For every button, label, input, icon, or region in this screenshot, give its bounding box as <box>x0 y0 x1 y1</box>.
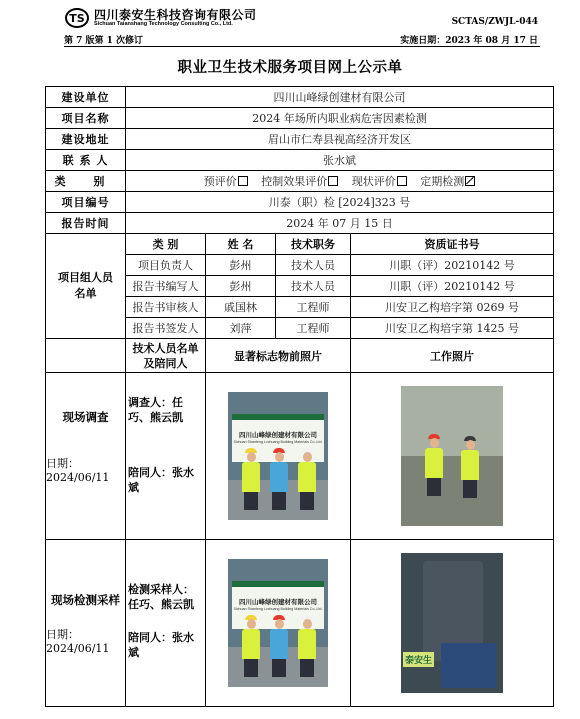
work-photo <box>401 386 503 526</box>
label-address: 建设地址 <box>46 129 126 150</box>
svg-text:TS: TS <box>69 12 85 25</box>
team-group-label: 项目组人员名单 <box>46 234 126 339</box>
label-project: 项目名称 <box>46 108 126 129</box>
team-title: 工程师 <box>276 318 351 339</box>
team-title: 技术人员 <box>276 255 351 276</box>
date-label: 日期： <box>46 628 79 641</box>
person-figure <box>423 434 445 496</box>
staff-names: 检测采样人：任巧、熊云凯 <box>128 583 194 611</box>
team-header-name: 姓 名 <box>206 234 276 255</box>
team-name: 彭州 <box>206 255 276 276</box>
value-address: 眉山市仁寿县视高经济开发区 <box>126 129 554 150</box>
company-name-cn: 四川泰安生科技咨询有限公司 <box>94 8 257 22</box>
team-cert: 川职（评）20210142 号 <box>351 255 554 276</box>
disclosure-table <box>45 86 554 707</box>
row-address <box>46 129 554 150</box>
checkbox-icon <box>397 176 407 186</box>
person-figure <box>240 448 262 510</box>
team-header-title: 技术职务 <box>276 234 351 255</box>
company-badge: 泰安生 <box>403 652 434 667</box>
document-header <box>0 0 580 50</box>
label-code: 项目编号 <box>46 192 126 213</box>
work-photo <box>401 553 503 693</box>
document-code: SCTAS/ZWJL-044 <box>451 17 538 27</box>
company-name-en: Sichuan Taianshang Technology Consulting Co., Ltd. <box>94 21 233 27</box>
row-report <box>46 213 554 234</box>
team-name: 戚国林 <box>206 297 276 318</box>
team-header-role: 类 别 <box>126 234 206 255</box>
value-code: 川泰（职）检 [2024]323 号 <box>126 192 554 213</box>
person-figure <box>296 615 318 677</box>
label-type: 类 别 <box>46 171 126 192</box>
person-figure <box>459 436 481 498</box>
staff-names: 调查人：任巧、熊云凯 <box>128 396 183 424</box>
person-figure <box>296 448 318 510</box>
value-contact: 张水斌 <box>126 150 554 171</box>
escort-names: 陪同人：张水斌 <box>128 631 194 659</box>
type-option-pre: 预评价 <box>204 175 248 188</box>
implementation-date: 实施日期：2023 年 08 月 17 日 <box>400 36 538 46</box>
row-code <box>46 192 554 213</box>
value-project: 2024 年场所内职业病危害因素检测 <box>126 108 554 129</box>
person-figure <box>268 448 290 510</box>
label-contact: 联 系 人 <box>46 150 126 171</box>
row-unit <box>46 87 554 108</box>
date-value: 2024/06/11 <box>46 642 110 655</box>
team-role: 报告书编写人 <box>126 276 206 297</box>
company-signboard: 四川山峰绿创建材有限公司 Sichuan Shanfeng Lvchuang Building Materials Co.,Ltd. <box>232 414 324 462</box>
photo-header-row <box>46 339 554 373</box>
label-report: 报告时间 <box>46 213 126 234</box>
type-option-status: 现状评价 <box>352 175 407 188</box>
team-name: 彭州 <box>206 276 276 297</box>
equipment <box>441 643 496 688</box>
person-figure <box>268 615 290 677</box>
team-cert: 川职（评）20210142 号 <box>351 276 554 297</box>
section-title: 现场调查 <box>62 410 109 424</box>
company-logo-icon <box>64 4 90 30</box>
photo-header-work: 工作照片 <box>351 339 554 373</box>
person-figure <box>240 615 262 677</box>
team-role: 报告书签发人 <box>126 318 206 339</box>
photo-header-sign: 显著标志物前照片 <box>206 339 351 373</box>
type-option-periodic: 定期检测 <box>420 175 475 188</box>
team-name: 刘萍 <box>206 318 276 339</box>
team-title: 工程师 <box>276 297 351 318</box>
team-role: 项目负责人 <box>126 255 206 276</box>
team-title: 技术人员 <box>276 276 351 297</box>
sign-photo <box>228 392 328 520</box>
date-label: 日期： <box>46 457 79 470</box>
escort-names: 陪同人：张水斌 <box>128 466 194 494</box>
row-type <box>46 171 554 192</box>
photo-header-staff: 技术人员名单及陪同人 <box>126 339 206 373</box>
row-project <box>46 108 554 129</box>
team-header-row <box>46 234 554 255</box>
team-role: 报告书审核人 <box>126 297 206 318</box>
team-header-cert: 资质证书号 <box>351 234 554 255</box>
type-options <box>126 171 554 192</box>
section-survey <box>46 373 554 540</box>
checkbox-icon <box>328 176 338 186</box>
team-cert: 川安卫乙构培字第 1425 号 <box>351 318 554 339</box>
company-signboard: 四川山峰绿创建材有限公司 Sichuan Shanfeng Lvchuang Building Materials Co.,Ltd. <box>232 581 324 629</box>
page-title: 职业卫生技术服务项目网上公示单 <box>177 59 403 76</box>
checked-box-icon <box>465 176 475 186</box>
label-unit: 建设单位 <box>46 87 126 108</box>
type-option-control: 控制效果评价 <box>261 175 338 188</box>
team-cert: 川安卫乙构培字第 0269 号 <box>351 297 554 318</box>
row-contact <box>46 150 554 171</box>
value-report: 2024 年 07 月 15 日 <box>126 213 554 234</box>
section-title: 现场检测采样 <box>51 593 120 607</box>
date-value: 2024/06/11 <box>46 471 110 484</box>
value-unit: 四川山峰绿创建材有限公司 <box>126 87 554 108</box>
header-divider <box>64 46 540 47</box>
section-sampling <box>46 540 554 707</box>
sign-photo <box>228 559 328 687</box>
checkbox-icon <box>238 176 248 186</box>
version-text: 第 7 版第 1 次修订 <box>64 36 144 46</box>
